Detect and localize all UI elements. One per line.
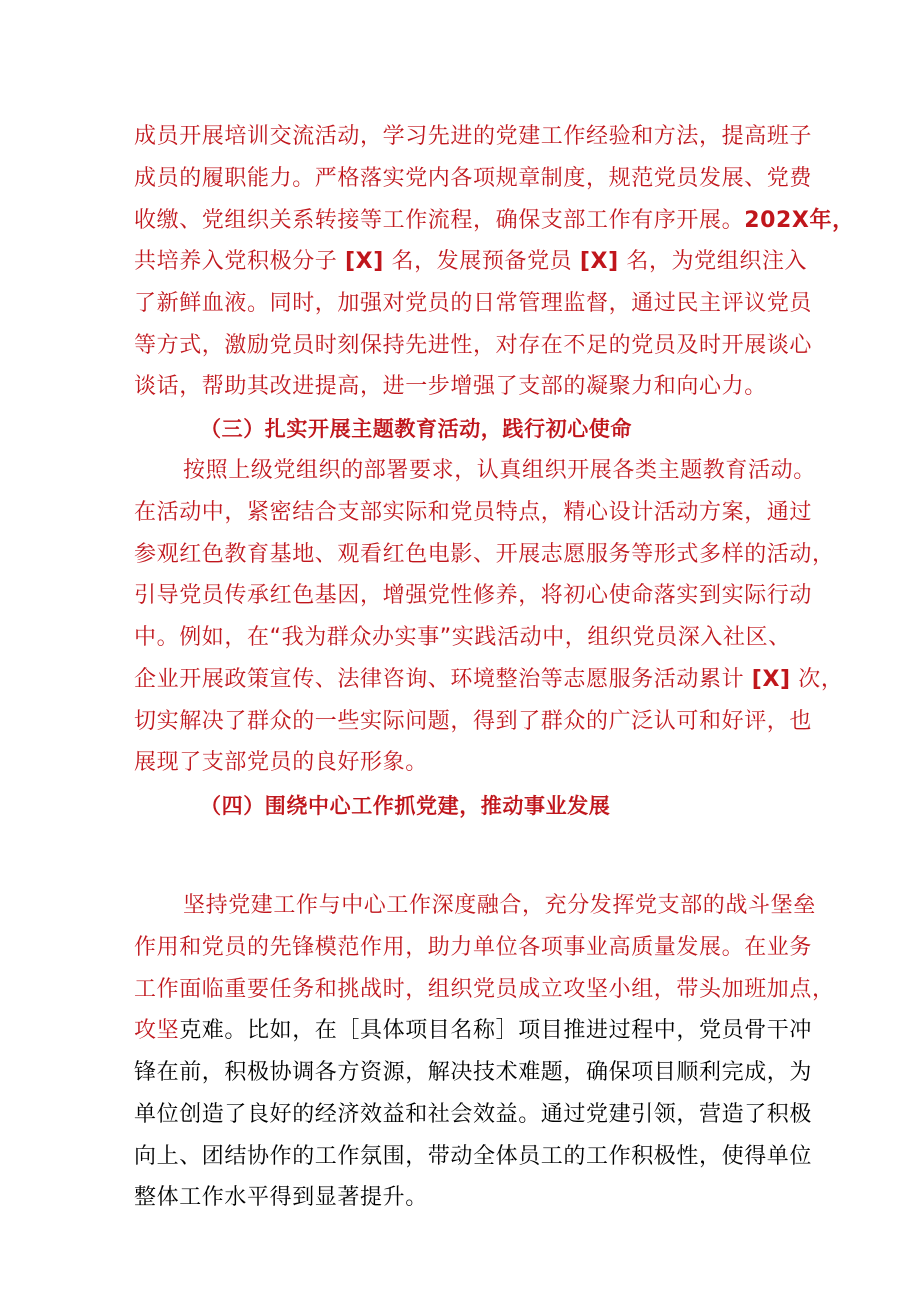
paragraph-2-line-1: 按照上级党组织的部署要求，认真组织开展各类主题教育活动。: [183, 458, 816, 483]
paragraph-1-line-2: 成员的履职能力。严格落实党内各项规章制度，规范党员发展、党费: [134, 166, 813, 191]
paragraph-1-line-3-text: 收缴、党组织关系转接等工作流程，确保支部工作有序开展。: [134, 208, 745, 233]
paragraph-3-line-6: 单位创造了良好的经济效益和社会效益。通过党建引领，营造了积极: [134, 1102, 813, 1127]
paragraph-1-line-6: 等方式，激励党员时刻保持先进性，对存在不足的党员及时开展谈心: [134, 333, 813, 358]
section-heading-4: （四）围绕中心工作抓党建，推动事业发展: [200, 794, 611, 818]
paragraph-2-line-5: 中。例如，在“我为群众办实事”实践活动中，组织党员深入社区、: [134, 625, 791, 650]
paragraph-2-line-7: 切实解决了群众的一些实际问题，得到了群众的广泛认可和好评，也: [134, 709, 813, 734]
paragraph-3-line-5: 锋在前，积极协调各方资源，解决技术难题，确保项目顺利完成，为: [134, 1060, 813, 1085]
paragraph-2-line-2: 在活动中，紧密结合支部实际和党员特点，精心设计活动方案，通过: [134, 500, 813, 525]
paragraph-3-line-4-black-text: 克难。比如，在［具体项目名称］项目推进过程中，党员骨干冲: [179, 1018, 813, 1043]
paragraph-1-line-7: 谈话，帮助其改进提高，进一步增强了支部的凝聚力和向心力。: [134, 374, 767, 399]
paragraph-2-line-8: 展现了支部党员的良好形象。: [134, 750, 428, 775]
paragraph-3-line-2: 作用和党员的先锋模范作用，助力单位各项事业高质量发展。在业务: [134, 935, 813, 960]
paragraph-1-line-3: [134, 208, 855, 234]
paragraph-2-line-3: 参观红色教育基地、观看红色电影、开展志愿服务等形式多样的活动，: [134, 542, 835, 567]
year-placeholder: 202X年，: [744, 208, 855, 233]
paragraph-2-line-6-text-a: 企业开展政策宣传、法律咨询、环境整治等志愿服务活动累计: [134, 667, 745, 692]
paragraph-1-line-1: 成员开展培训交流活动，学习先进的党建工作经验和方法，提高班子: [134, 124, 813, 149]
paragraph-1-line-4: [134, 249, 807, 275]
paragraph-2-line-4: 引导党员传承红色基因，增强党性修养，将初心使命落实到实际行动: [134, 583, 813, 608]
count-placeholder-probationary: [X]: [579, 249, 619, 274]
paragraph-3-line-7: 向上、团结协作的工作氛围，带动全体员工的工作积极性，使得单位: [134, 1144, 813, 1169]
paragraph-1-line-5: 了新鲜血液。同时，加强对党员的日常管理监督，通过民主评议党员: [134, 291, 813, 316]
paragraph-2-line-6-text-b: 次，: [798, 667, 844, 692]
paragraph-2-line-6: [134, 667, 843, 693]
paragraph-3-line-3: 工作面临重要任务和挑战时，组织党员成立攻坚小组，带头加班加点，: [134, 977, 835, 1002]
paragraph-1-line-4-text-b: 名，发展预备党员: [391, 249, 573, 274]
count-placeholder-volunteer: [X]: [751, 667, 791, 692]
paragraph-1-line-4-text-c: 名，为党组织注入: [626, 249, 808, 274]
paragraph-3-line-4-red-text: 攻坚: [134, 1018, 180, 1043]
section-heading-3: （三）扎实开展主题教育活动，践行初心使命: [200, 417, 632, 441]
count-placeholder-activists: [X]: [345, 249, 384, 274]
paragraph-3-line-4: [134, 1018, 812, 1044]
paragraph-3-line-1: 坚持党建工作与中心工作深度融合，充分发挥党支部的战斗堡垒: [183, 893, 816, 918]
paragraph-1-line-4-text-a: 共培养入党积极分子: [134, 249, 338, 274]
paragraph-3-line-8: 整体工作水平得到显著提升。: [134, 1185, 428, 1210]
